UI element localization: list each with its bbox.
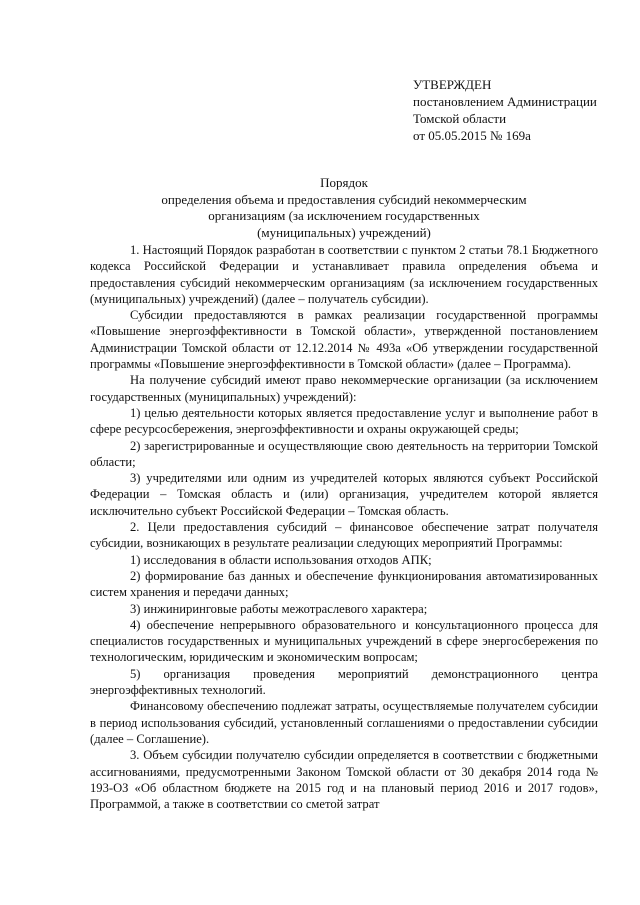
approval-line-date: от 05.05.2015 № 169а <box>413 128 531 143</box>
document-body <box>90 242 598 812</box>
approval-stamp-block <box>413 76 623 144</box>
paragraph: 2. Цели предоставления субсидий – финансовое обеспечение затрат получателя субсидии, возникающих в результате реализации следующих мероприятий Программы: <box>90 520 598 551</box>
approval-line-region: Томской области <box>413 111 507 126</box>
approval-heading: УТВЕРЖДЕН <box>413 77 492 92</box>
paragraph: На получение субсидий имеют право некоммерческие организации (за исключением государственных (муниципальных) учреждений): <box>90 373 598 404</box>
paragraph: 1) исследования в области использования отходов АПК; <box>130 552 432 567</box>
approval-line-decree: постановлением Администрации <box>413 94 597 109</box>
paragraph: 1. Настоящий Порядок разработан в соответствии с пунктом 2 статьи 78.1 Бюджетного кодекса Российской Федерации и устанавливает правила определения объема и предоставления субсидий некоммерческим организациям (за исключением государственных (муниципальных) учреждений) (далее – получатель субсидии). <box>90 243 598 306</box>
title-line-3: организациям (за исключением государственных <box>208 208 480 223</box>
paragraph: 2) зарегистрированные и осуществляющие свою деятельность на территории Томской области; <box>90 438 598 469</box>
paragraph: 4) обеспечение непрерывного образовательного и консультационного процесса для специалистов государственных и муниципальных учреждений в сфере энергосбережения по технологическим, юридическим и экономическим вопросам; <box>90 617 598 665</box>
paragraph: 3. Объем субсидии получателю субсидии определяется в соответствии с бюджетными ассигнованиями, предусмотренными Законом Томской области от 30 декабря 2014 года № 193-ОЗ «Об областном бюджете на 2015 год и на плановый период 2016 и 2017 годов», Программой, а также в соответствии со сметой затрат <box>90 748 598 812</box>
paragraph: Финансовому обеспечению подлежат затраты, осуществляемые получателем субсидии в период использования субсидий, установленный соглашениями о предоставлении субсидии (далее – Соглашение). <box>90 699 598 746</box>
document-title <box>90 175 598 241</box>
paragraph: 1) целью деятельности которых является предоставление услуг и выполнение работ в сфере ресурсосбережения, энергоэффективности и охраны окружающей среды; <box>90 405 598 437</box>
paragraph: 3) инжиниринговые работы межотраслевого характера; <box>130 601 428 616</box>
title-line-4: (муниципальных) учреждений) <box>257 224 431 240</box>
title-line-1: Порядок <box>320 175 368 190</box>
paragraph: 3) учредителями или одним из учредителей которых являются субъект Российской Федерации – Томская область и (или) организация, учредителем которой является исключительно субъект Российской Федерации – Томская область. <box>90 471 598 518</box>
paragraph: Субсидии предоставляются в рамках реализации государственной программы «Повышение энергоэффективности в Томской области», утвержденной постановлением Администрации Томской области от 12.12.2014 № 493а «Об утверждении государственной программы «Повышение энергоэффективности в Томской области» (далее – Программа). <box>90 308 598 372</box>
paragraph: 2) формирование баз данных и обеспечение функционирования автоматизированных систем хранения и передачи данных; <box>90 568 598 600</box>
paragraph: 5) организация проведения мероприятий демонстрационного центра энергоэффективных технологий. <box>90 666 598 698</box>
title-line-2: определения объема и предоставления субсидий некоммерческим <box>161 191 527 207</box>
